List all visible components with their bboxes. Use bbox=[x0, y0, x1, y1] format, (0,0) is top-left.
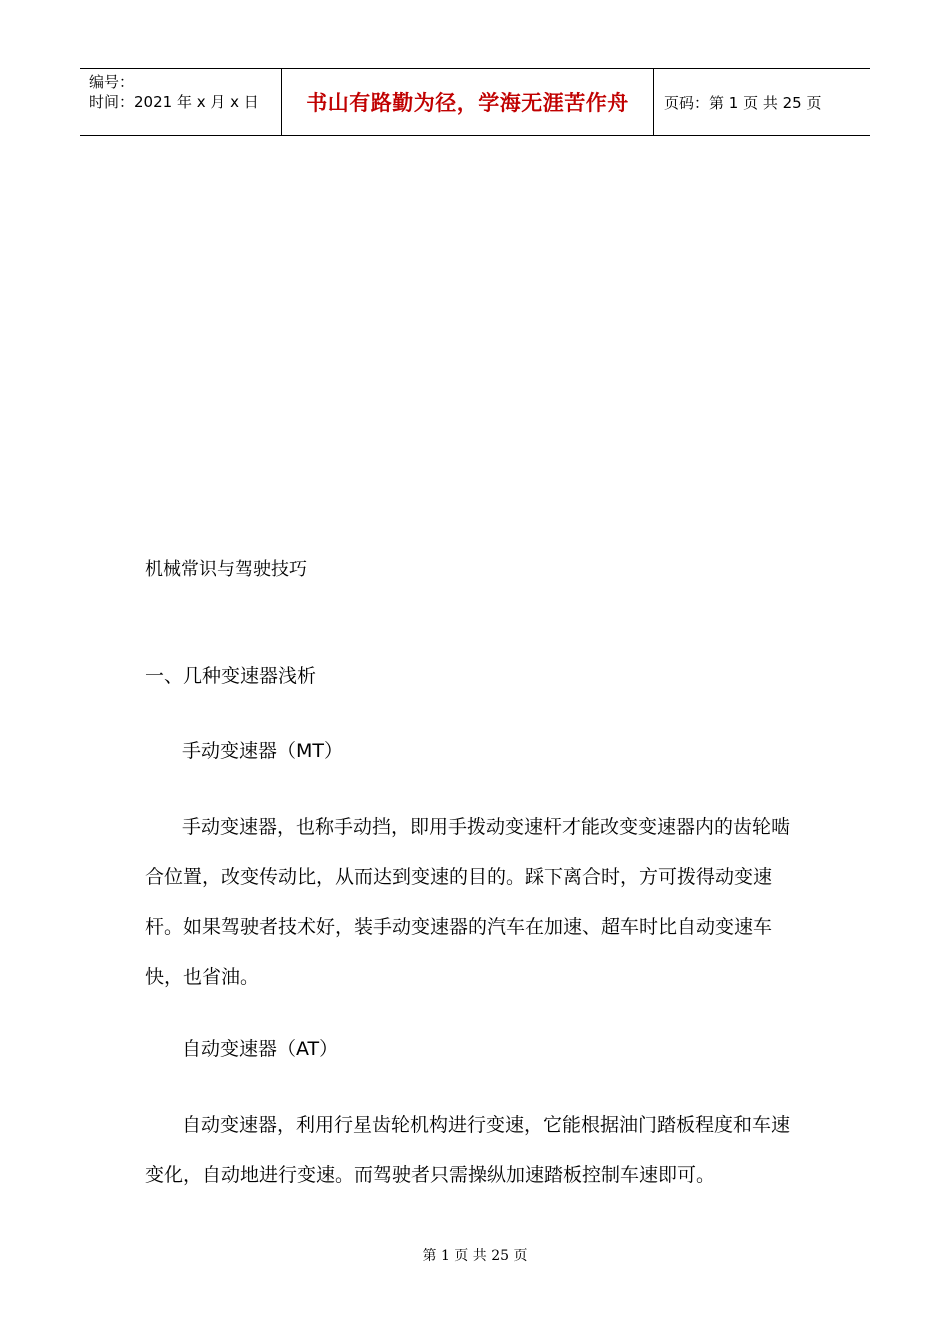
header-number-label: 编号： bbox=[89, 73, 135, 91]
paragraph-at: 自动变速器，利用行星齿轮机构进行变速，它能根据油门踏板程度和车速变化，自动地进行变速。而驾驶者只需操纵加速踏板控制车速即可。 bbox=[145, 1114, 791, 1186]
page-header bbox=[80, 68, 870, 136]
document-title: 机械常识与驾驶技巧 bbox=[145, 559, 307, 580]
header-meta bbox=[80, 69, 281, 135]
page-footer: 第 1 页 共 25 页 bbox=[422, 1248, 528, 1264]
header-motto: 书山有路勤为径，学海无涯苦作舟 bbox=[281, 69, 654, 135]
subsection-heading-mt: 手动变速器（MT） bbox=[182, 740, 343, 762]
header-page-info: 页码：第 1 页 共 25 页 bbox=[664, 93, 822, 112]
subsection-heading-at: 自动变速器（AT） bbox=[182, 1038, 339, 1060]
paragraph-mt: 手动变速器，也称手动挡，即用手拨动变速杆才能改变变速器内的齿轮啮合位置，改变传动比，从而达到变速的目的。踩下离合时，方可拨得动变速杆。如果驾驶者技术好，装手动变速器的汽车在加速、超车时比自动变速车快，也省油。 bbox=[145, 816, 791, 988]
header-time-label: 时间：2021 年 x 月 x 日 bbox=[89, 93, 259, 111]
section-heading: 一、几种变速器浅析 bbox=[145, 665, 317, 687]
